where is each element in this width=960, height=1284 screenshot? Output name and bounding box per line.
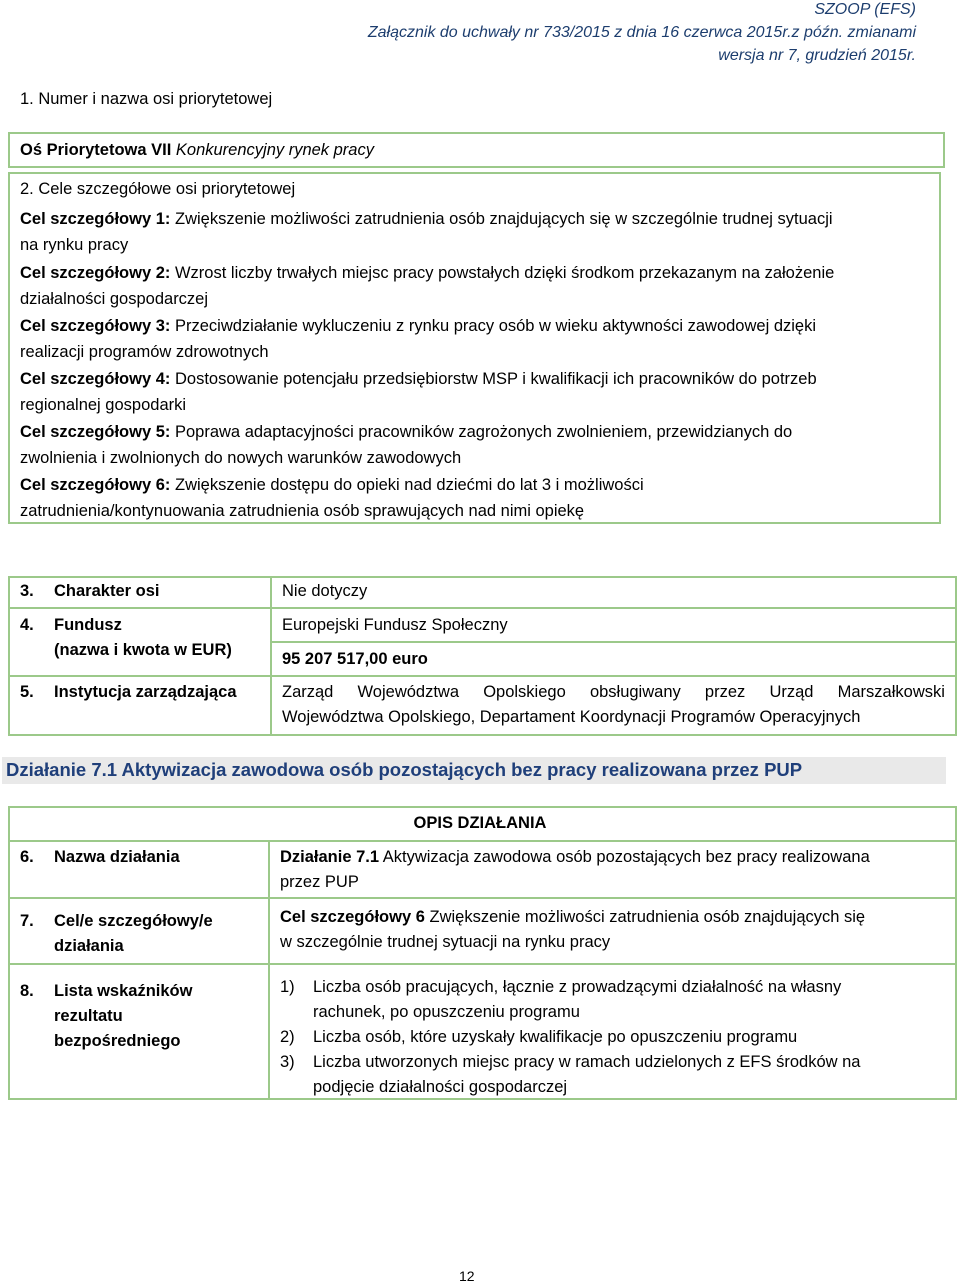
document-header <box>368 0 916 67</box>
row-number: 5. <box>20 683 34 701</box>
dzialanie-name-cont: przez PUP <box>280 873 359 891</box>
opis-header: OPIS DZIAŁANIA <box>413 814 547 832</box>
axis-name: Konkurencyjny rynek pracy <box>175 141 374 159</box>
cel-number: Cel szczegółowy 6 <box>280 908 425 926</box>
goal-label: Cel szczegółowy 5: <box>20 423 171 441</box>
fundusz-name: Europejski Fundusz Społeczny <box>282 616 508 634</box>
fundusz-label-sub: (nazwa i kwota w EUR) <box>54 641 232 659</box>
goal-text: Zwiększenie dostępu do opieki nad dziećmi do lat 3 i możliwości <box>174 476 644 494</box>
goal-text: Wzrost liczby trwałych miejsc pracy powstałych dzięki środkom przekazanym na założenie <box>174 264 835 282</box>
page-number: 12 <box>459 1268 475 1284</box>
row-number: 7. <box>20 912 34 930</box>
goal-label: Cel szczegółowy 1: <box>20 210 171 228</box>
dzialanie-number: Działanie 7.1 <box>280 848 380 866</box>
cel-dzialania-label-cont: działania <box>54 937 124 955</box>
indicator-number: 2) <box>280 1028 295 1046</box>
indicator-text: Liczba osób pracujących, łącznie z prowadzącymi działalność na własny <box>313 978 842 996</box>
axis-box <box>8 132 945 168</box>
header-resolution: Załącznik do uchwały nr 733/2015 z dnia 16 czerwca 2015r.z późn. zmianami <box>367 24 916 41</box>
goal-text-cont: regionalnej gospodarki <box>20 396 187 414</box>
goal-text-cont: działalności gospodarczej <box>20 290 209 308</box>
row-number: 6. <box>20 848 34 866</box>
indicator-number: 3) <box>280 1053 295 1071</box>
header-version: wersja nr 7, grudzień 2015r. <box>718 47 916 64</box>
section2-heading: 2. Cele szczegółowe osi priorytetowej <box>20 180 296 198</box>
instytucja-label: Instytucja zarządzająca <box>54 683 237 701</box>
fundusz-amount: 95 207 517,00 euro <box>282 650 428 668</box>
section1-heading: 1. Numer i nazwa osi priorytetowej <box>20 90 273 108</box>
indicator-text-cont: podjęcie działalności gospodarczej <box>313 1078 568 1096</box>
cel-text: Zwiększenie możliwości zatrudnienia osób znajdujących się <box>429 908 866 926</box>
charakter-osi-value: Nie dotyczy <box>282 582 368 600</box>
indicator-text: Liczba osób, które uzyskały kwalifikacje po opuszczeniu programu <box>313 1028 798 1046</box>
indicator-number: 1) <box>280 978 295 996</box>
goal-label: Cel szczegółowy 2: <box>20 264 171 282</box>
row-number: 3. <box>20 582 34 600</box>
row-number: 4. <box>20 616 34 634</box>
wskazniki-label: Lista wskaźników <box>54 982 193 1000</box>
row-number: 8. <box>20 982 34 1000</box>
wskazniki-label-cont: bezpośredniego <box>54 1032 181 1050</box>
header-code: SZOOP (EFS) <box>814 1 916 18</box>
goal-text-cont: zwolnienia i zwolnionych do nowych warunków zawodowych <box>20 449 462 467</box>
goal-label: Cel szczegółowy 6: <box>20 476 171 494</box>
instytucja-value-line1: Zarząd Województwa Opolskiego obsługiwany przez Urząd Marszałkowski <box>282 683 945 701</box>
charakter-osi-label: Charakter osi <box>54 582 160 600</box>
goal-label: Cel szczegółowy 4: <box>20 370 171 388</box>
goal-text-cont: realizacji programów zdrowotnych <box>20 343 269 361</box>
goal-text-cont: na rynku pracy <box>20 236 129 254</box>
goal-text: Przeciwdziałanie wykluczeniu z rynku pracy osób w wieku aktywności zawodowej dzięki <box>174 317 817 335</box>
dzialanie-title: Działanie 7.1 Aktywizacja zawodowa osób pozostających bez pracy realizowana przez PUP <box>6 759 803 780</box>
fundusz-label: Fundusz <box>54 616 122 634</box>
dzialanie-title-band <box>2 757 946 784</box>
cel-text-cont: w szczególnie trudnej sytuacji na rynku pracy <box>280 933 611 951</box>
goal-text: Dostosowanie potencjału przedsiębiorstw MSP i kwalifikacji ich pracowników do potrzeb <box>174 370 817 388</box>
instytucja-value-line2: Województwa Opolskiego, Departament Koordynacji Programów Operacyjnych <box>282 708 861 726</box>
goal-text: Zwiększenie możliwości zatrudnienia osób znajdujących się w szczególnie trudnej sytuacji <box>174 210 833 228</box>
goal-text: Poprawa adaptacyjności pracowników zagrożonych zwolnieniem, przewidzianych do <box>174 423 793 441</box>
goal-text-cont: zatrudnienia/kontynuowania zatrudnienia osób sprawujących nad nimi opiekę <box>20 502 585 520</box>
axis-label: Oś Priorytetowa VII <box>20 141 172 159</box>
wskazniki-label-cont: rezultatu <box>54 1007 123 1025</box>
dzialanie-name: Aktywizacja zawodowa osób pozostających bez pracy realizowana <box>382 848 870 866</box>
cel-dzialania-label: Cel/e szczegółowy/e <box>54 912 213 930</box>
indicator-text-cont: rachunek, po opuszczeniu programu <box>313 1003 580 1021</box>
indicator-text: Liczba utworzonych miejsc pracy w ramach udzielonych z EFS środków na <box>313 1053 861 1071</box>
goal-label: Cel szczegółowy 3: <box>20 317 171 335</box>
nazwa-dzialania-label: Nazwa działania <box>54 848 180 866</box>
